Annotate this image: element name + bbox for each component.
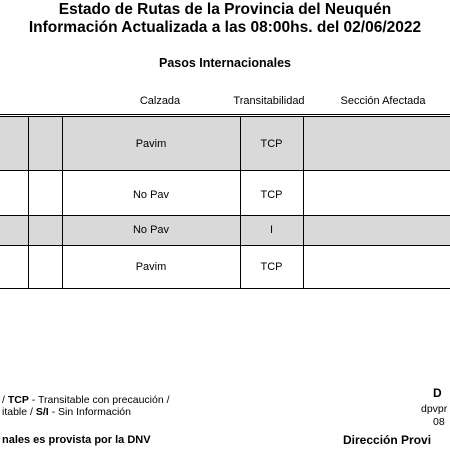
legend-line-1	[2, 394, 170, 406]
legend-code-si: S/I	[35, 406, 49, 418]
column-header-seccion-afectada: Sección Afectada	[340, 95, 426, 107]
legend-code-tcp: TCP	[7, 394, 29, 406]
report-subtitle: Información Actualizada a las 08:00hs. del 02/06/2022	[28, 19, 422, 36]
cell-transitabilidad: TCP	[260, 189, 283, 201]
footer-dnv-note: nales es provista por la DNV	[2, 434, 151, 446]
cell-calzada: No Pav	[132, 224, 170, 236]
cell-calzada: Pavim	[135, 261, 167, 273]
header-divider	[0, 114, 450, 115]
legend-text-si: - Sin Información	[48, 406, 131, 418]
footer-right-email: dpvpr	[421, 403, 448, 415]
legend-prefix: /	[2, 394, 8, 406]
grid-line	[28, 116, 29, 289]
legend-line-2	[2, 406, 131, 418]
footer-right-number: 08	[433, 416, 445, 428]
footer-organization: Dirección Provi	[343, 433, 432, 447]
cell-transitabilidad: I	[269, 224, 274, 236]
grid-line	[303, 116, 304, 289]
cell-calzada: No Pav	[132, 189, 170, 201]
legend-prefix: itable /	[2, 406, 36, 418]
section-title: Pasos Internacionales	[158, 56, 291, 70]
column-header-transitabilidad: Transitabilidad	[233, 95, 305, 107]
legend-text-tcp: - Transitable con precaución /	[28, 394, 170, 406]
report-title: Estado de Rutas de la Provincia del Neuquén	[58, 1, 392, 18]
cell-calzada: Pavim	[135, 138, 167, 150]
cell-transitabilidad: TCP	[260, 261, 283, 273]
cell-transitabilidad: TCP	[260, 138, 283, 150]
column-header-calzada: Calzada	[139, 95, 181, 107]
footer-right-heading: D	[433, 386, 442, 400]
